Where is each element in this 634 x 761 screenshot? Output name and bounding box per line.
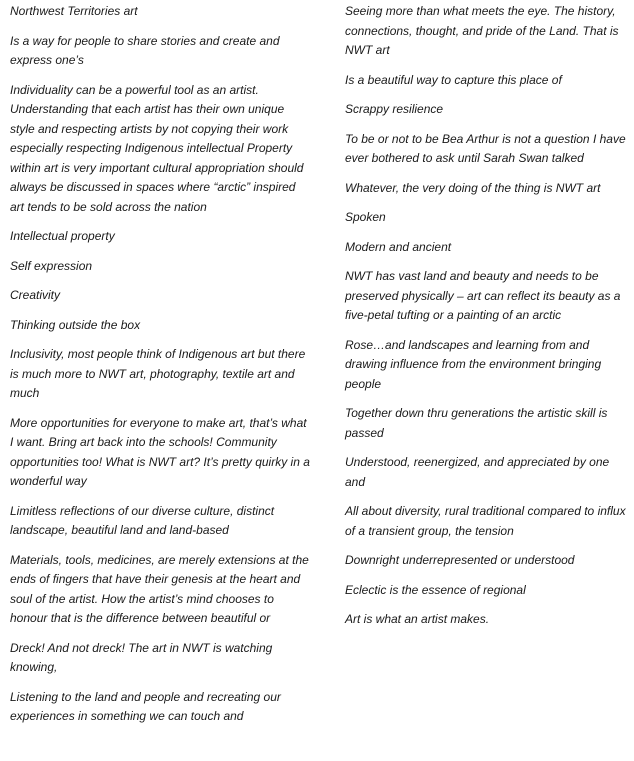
text-entry: Art is what an artist makes. (345, 612, 490, 626)
text-entry: Self expression (10, 258, 93, 273)
text-entry: Whatever, the very doing of the thing is NWT art (345, 180, 601, 195)
text-entry: Inclusivity, most people think of Indigenous art but there is much more to NWT art, photography, textile art and much (10, 347, 306, 400)
text-entry: Understood, reenergized, and appreciated by one and (345, 455, 610, 489)
text-entry: To be or not to be Bea Arthur is not a question I have ever bothered to ask until Sarah Swan talked (345, 131, 626, 165)
text-entry: More opportunities for everyone to make art, that’s what I want. Bring art back into the schools! Community opportunities too! What is NWT art? It’s pretty quirky in a wonderful way (10, 415, 310, 488)
text-entry: Rose…and landscapes and learning from and drawing influence from the environment bringing people (345, 337, 602, 391)
text-entry: All about diversity, rural traditional compared to influx of a transient group, the tension (345, 504, 626, 538)
text-entry: Listening to the land and people and recreating our experiences in something we can touch and (10, 689, 281, 723)
text-entry: Intellectual property (10, 229, 115, 243)
left-column (10, 2, 310, 737)
text-entry: Is a beautiful way to capture this place of (345, 72, 562, 87)
text-entry: Seeing more than what meets the eye. The history, connections, thought, and pride of the Land. That is NWT art (345, 4, 619, 57)
text-entry: Thinking outside the box (10, 317, 141, 332)
text-entry: Eclectic is the essence of regional (345, 582, 526, 597)
text-entry: Modern and ancient (345, 239, 452, 254)
text-entry: Is a way for people to share stories and create and express one’s (10, 33, 280, 67)
text-entry: Dreck! And not dreck! The art in NWT is watching knowing, (10, 640, 273, 674)
text-entry: NWT has vast land and beauty and needs to be preserved physically – art can reflect its beauty as a five-petal tufting or a painting of an arctic (345, 269, 621, 322)
text-entry: Scrappy resilience (345, 102, 444, 116)
text-entry: Individuality can be a powerful tool as an artist. Understanding that each artist has their own unique style and respecting artists by not copying their work especially respecting Indigenous intellectual Property within art is very important cultural appropriation should always be discussed in spaces where “arctic” inspired art tends to be sold across the nation (10, 82, 304, 214)
right-column (345, 2, 630, 640)
text-entry: Materials, tools, medicines, are merely extensions at the ends of fingers that have their genesis at the heart and soul of the artist. How the artist’s mind chooses to honour that is the difference between beautiful or (10, 552, 309, 625)
text-entry: Northwest Territories art (10, 4, 138, 18)
text-entry: Creativity (10, 288, 61, 302)
text-entry: Downright underrepresented or understood (345, 553, 575, 567)
text-entry: Spoken (345, 210, 386, 224)
text-entry: Together down thru generations the artistic skill is passed (345, 406, 608, 440)
text-entry: Limitless reflections of our diverse culture, distinct landscape, beautiful land and land-based (10, 503, 275, 537)
